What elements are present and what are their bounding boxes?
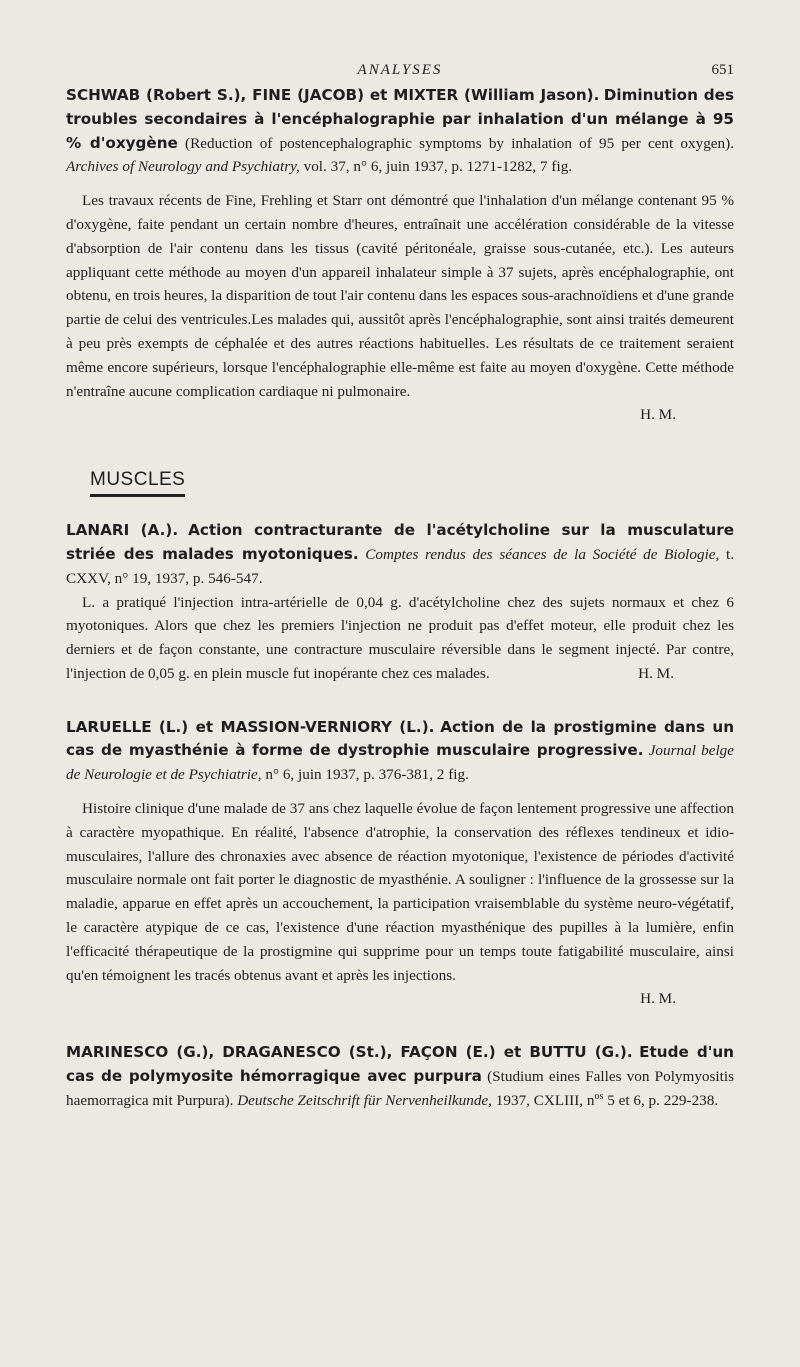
entry-laruelle-heading xyxy=(66,716,734,787)
entry-authors: LARUELLE (L.) et MASSION-VERNIORY (L.). xyxy=(66,717,435,736)
entry-journal: Deutsche Zeitschrift für Nervenheilkunde, xyxy=(237,1091,492,1109)
running-title: ANALYSES xyxy=(357,62,443,78)
entry-abstract: L. a pratiqué l'injection intra-artérielle de 0,04 g. d'acétylcholine chez des sujets normaux et chez 6 myotoniques. Alors que chez les premiers l'injection ne produit pas d'effet moteur, elle produit chez les derniers et de façon constante, une contracture musculaire réversible dans le segment injecté. Par contre, l'injection de 0,05 g. en plein muscle fut inopérante chez ces malades. xyxy=(66,593,734,682)
entry-citation: t. CXXV, n° 19, 1937, p. 546-547. xyxy=(66,545,735,587)
entry-authors: MARINESCO (G.), DRAGANESCO (St.), FAÇON (E.) et BUTTU (G.). xyxy=(66,1043,633,1062)
entry-journal: Journal belge de Neurologie et de Psychiatrie, xyxy=(66,742,735,784)
section-heading xyxy=(90,469,734,509)
entry-abstract: Les travaux récents de Fine, Frehling et Starr ont démontré que l'inhalation d'un mélange contenant 95 % d'oxygène, faite pendant un certain nombre d'heures, entraînait une accélération considérable de la vitesse d'absorption de l'air contenu dans les tissus (cavité péritonéale, graisse sous-cutanée, etc.). Les auteurs appliquant cette méthode au moyen d'un appareil inhalateur simple à 37 sujets, après encéphalographie, ont obtenu, en trois heures, la disparition de tout l'air contenu dans les espaces sous-arachnoïdiens et d'une grande partie de celui des ventricules.Les malades qui, aussitôt après l'encéphalographie, sont ainsi traités demeurent à peu près exempts de céphalée et des autres réactions habituelles. Les résultats de ce traitement seraient même encore supérieurs, lorsque l'encéphalographie elle-même est faite au moyen d'oxygène. Cette méthode n'entraîne aucune complication cardiaque ni pulmonaire. xyxy=(66,192,734,400)
section-title: MUSCLES xyxy=(90,469,185,497)
entry-authors: LANARI (A.). xyxy=(66,521,179,540)
running-head xyxy=(66,62,734,84)
entry-title-translation: (Studium eines Falles von Polymyositis haemorragica mit Purpura). xyxy=(66,1067,734,1109)
entry-journal: Archives of Neurology and Psychiatry, xyxy=(66,158,300,176)
entry-marinesco-heading xyxy=(66,1041,734,1112)
entry-citation: n° 6, juin 1937, p. 376-381, 2 fig. xyxy=(265,766,469,784)
entry-title: Diminution des troubles secondaires à l'encéphalographie par inhalation d'un mélange à 95 % d'oxygène xyxy=(66,86,734,152)
entry-authors: SCHWAB (Robert S.), FINE (JACOB) et MIXTER (William Jason). xyxy=(66,86,600,104)
entry-abstract: Histoire clinique d'une malade de 37 ans chez laquelle évolue de façon lentement progressive une affection à caractère myopathique. En réalité, l'absence d'atrophie, la conservation des réflexes tendineux et idio-musculaires, l'allure des chronaxies avec absence de réaction myotonique, l'existence de périodes d'activité musculaire normale ont fait porter le diagnostic de myasthénie. A souligner : l'influence de la grossesse sur la maladie, apparue en effet après un accouchement, la participation vraisemblable du système neuro-végétatif, le caractère atypique de ce cas, l'existence d'une réaction myasthénique des pupilles à la lumière, enfin l'efficacité thérapeutique de la prostigmine qui supprime pour un temps toute fatigabilité musculaire, ainsi qu'en témoignent les tracés obtenus avant et après les injections. xyxy=(66,799,734,984)
page-number: 651 xyxy=(711,62,734,78)
entry-title: Etude d'un cas de polymyosite hémorragique avec purpura xyxy=(66,1043,734,1085)
entry-signature: H. M. xyxy=(638,664,674,682)
entry-signature: H. M. xyxy=(640,990,676,1008)
entry-schwab-heading xyxy=(66,84,734,179)
page xyxy=(66,62,734,1112)
entry-title: Action de la prostigmine dans un cas de myasthénie à forme de dystrophie musculaire progressive. xyxy=(66,717,735,760)
entry-title-translation: (Reduction of postencephalographic symptoms by inhalation of 95 per cent oxygen). xyxy=(185,134,734,152)
entry-journal: Comptes rendus des séances de la Société de Biologie, xyxy=(365,545,720,563)
entry-citation: vol. 37, n° 6, juin 1937, p. 1271-1282, 7 fig. xyxy=(303,158,573,176)
entry-title: Action contracturante de l'acétylcholine sur la musculature striée des malades myotoniques. xyxy=(66,521,734,563)
entry-lanari-heading xyxy=(66,519,734,590)
entry-signature: H. M. xyxy=(640,406,676,424)
entry-citation: 1937, CXLIII, $n^{os}$ 5 et 6, p. 229-238. xyxy=(495,1090,719,1109)
